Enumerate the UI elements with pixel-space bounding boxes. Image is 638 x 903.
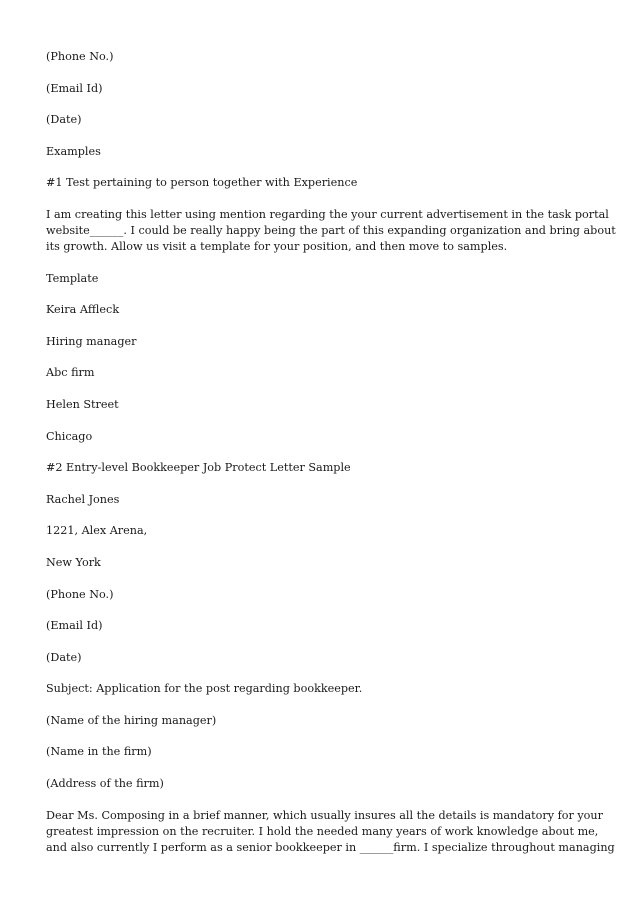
template-heading: Template: [46, 271, 99, 285]
firm-address-placeholder: (Address of the firm): [46, 777, 164, 791]
phone-placeholder: (Phone No.): [46, 50, 114, 63]
example-1-heading: #1 Test pertaining to person together with Experience: [46, 176, 358, 190]
date-placeholder: (Date): [46, 113, 82, 127]
body-line-3: and also currently I perform as a senior bookkeeper in ______firm. I specialize throughout managing: [46, 840, 615, 854]
body-line-2: greatest impression on the recruiter. I hold the needed many years of work knowledge about me,: [46, 824, 599, 838]
recipient-firm: Abc firm: [46, 366, 95, 380]
sender-name: Rachel Jones: [46, 492, 120, 506]
sender-phone-placeholder: (Phone No.): [46, 587, 114, 601]
example-2-heading: #2 Entry-level Bookkeeper Job Protect Letter Sample: [46, 461, 351, 475]
recipient-title: Hiring manager: [46, 334, 137, 348]
sender-email-placeholder: (Email Id): [46, 619, 103, 633]
recipient-city: Chicago: [46, 429, 93, 443]
recipient-street: Helen Street: [46, 397, 119, 411]
email-placeholder: (Email Id): [46, 81, 103, 95]
letter-body-paragraph: [46, 808, 615, 856]
recipient-name: Keira Affleck: [46, 303, 120, 317]
sender-city: New York: [46, 555, 101, 569]
body-line-1: Dear Ms. Composing in a brief manner, which usually insures all the details is mandatory for your: [46, 808, 603, 822]
intro-line-3: its growth. Allow us visit a template for your position, and then move to samples.: [46, 239, 508, 253]
sender-address: 1221, Alex Arena,: [46, 524, 148, 538]
intro-paragraph: [46, 207, 616, 255]
document-page: [46, 49, 616, 871]
firm-name-placeholder: (Name in the firm): [46, 745, 152, 759]
hiring-manager-placeholder: (Name of the hiring manager): [46, 713, 217, 727]
subject-line: Subject: Application for the post regarding bookkeeper.: [46, 682, 363, 696]
sender-date-placeholder: (Date): [46, 650, 82, 664]
intro-line-2: website______. I could be really happy being the part of this expanding organization and bring about: [46, 223, 616, 237]
intro-line-1: I am creating this letter using mention regarding the your current advertisement in the task portal: [46, 207, 609, 221]
examples-heading: Examples: [46, 144, 101, 158]
